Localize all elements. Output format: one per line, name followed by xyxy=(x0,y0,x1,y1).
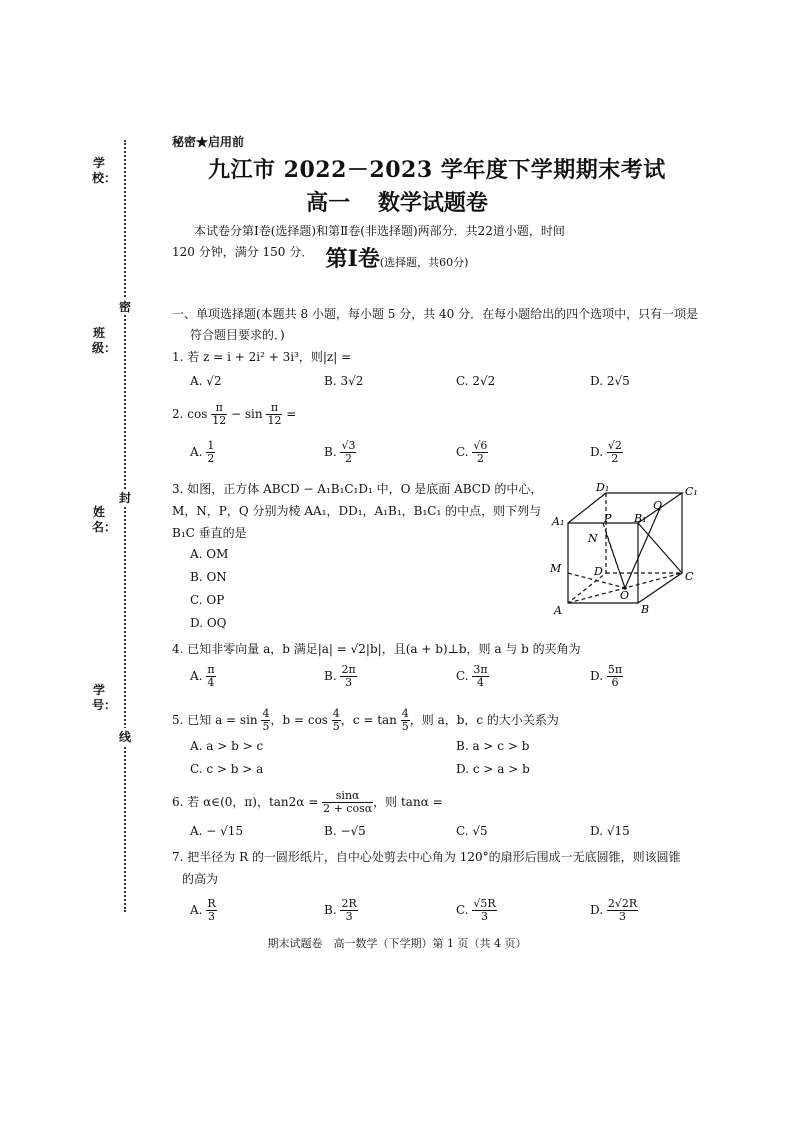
q4-b-num: 2π xyxy=(341,663,356,676)
q7-b-den: 3 xyxy=(345,910,353,923)
q2-d-frac xyxy=(607,440,623,465)
label-B1: B₁ xyxy=(634,512,647,525)
label-N: N xyxy=(588,532,598,545)
q6-frac-num: sinα xyxy=(322,790,373,803)
question-3-line-1: 3. 如图，正方体 ABCD − A₁B₁C₁D₁ 中，O 是底面 ABCD 的中心， xyxy=(172,482,543,496)
seal-char-feng: 封 xyxy=(118,491,131,505)
q5-option-a: A. a > b > c xyxy=(190,739,264,753)
q3-option-d: D. OQ xyxy=(190,616,227,630)
q4-a-frac xyxy=(206,664,215,689)
question-7-line-2: 的高为 xyxy=(182,872,219,886)
exam-title: 九江市 2022－2023 学年度下学期期末考试 xyxy=(208,157,666,183)
question-5-stem xyxy=(172,708,559,733)
q2-frac1-den: 12 xyxy=(212,414,227,427)
q2-option-a xyxy=(190,440,215,465)
q2-frac1-num: π xyxy=(211,402,227,415)
q3-option-b: B. ON xyxy=(190,570,227,584)
q4-d-num: 5π xyxy=(607,663,623,676)
cube-figure xyxy=(540,478,710,618)
q7-a-den: 3 xyxy=(207,910,215,923)
paper-name: 数学试题卷 xyxy=(377,190,488,216)
q7-a-label: A. xyxy=(190,903,203,917)
q6-fraction xyxy=(322,790,373,815)
seal-char-mi: 密 xyxy=(118,300,131,314)
label-B: B xyxy=(641,603,650,616)
class-label: 班级： xyxy=(92,326,117,355)
q2-option-b xyxy=(324,440,356,465)
q5-c-def: ，c = tan xyxy=(340,713,397,727)
q7-d-frac xyxy=(607,898,638,923)
q2-sin-text: − sin xyxy=(231,407,263,421)
grade-label: 高一 xyxy=(306,190,351,216)
confidential-mark: 秘密★启用前 xyxy=(172,135,245,149)
q5-frac-c xyxy=(401,708,410,733)
label-C: C xyxy=(685,570,694,583)
section-one-line-2: 符合题目要求的．) xyxy=(190,328,285,342)
q3-option-a: A. OM xyxy=(190,547,229,561)
question-6-stem xyxy=(172,790,443,815)
q4-d-frac xyxy=(607,664,623,689)
q4-c-num: 3π xyxy=(473,663,488,676)
label-A: A xyxy=(554,604,562,617)
section-one-line-1: 一、单项选择题(本题共 8 小题，每小题 5 分，共 40 分．在每小题给出的四个选项中，只有一项是 xyxy=(172,307,699,321)
q6-question-text: ，则 tanα = xyxy=(373,795,443,809)
q5-frac-a-den: 5 xyxy=(262,720,270,733)
q4-d-den: 6 xyxy=(611,676,619,689)
student-number-label: 学号： xyxy=(92,683,117,712)
q5-frac-b xyxy=(332,708,341,733)
q2-c-num: √6 xyxy=(473,439,488,452)
school-label: 学校： xyxy=(92,156,117,185)
q6-condition: 6. 若 α∈(0，π)，tan2α = xyxy=(172,795,319,809)
q2-b-den: 2 xyxy=(344,452,352,465)
q5-frac-b-den: 5 xyxy=(332,720,340,733)
q4-c-frac xyxy=(472,664,488,689)
q7-c-frac xyxy=(472,898,496,923)
label-M: M xyxy=(550,562,562,575)
segment-B1C xyxy=(638,523,682,573)
q6-option-b: B. −√5 xyxy=(324,824,366,838)
q2-a-den: 2 xyxy=(207,452,215,465)
q7-c-num: √5R xyxy=(473,897,496,910)
q2-cos-text: 2. cos xyxy=(172,407,208,421)
q7-d-den: 3 xyxy=(618,910,626,923)
question-2-stem xyxy=(172,402,296,427)
q7-b-frac xyxy=(340,898,357,923)
question-3-line-3: B₁C 垂直的是 xyxy=(172,526,247,540)
part-one-note: (选择题，共60分) xyxy=(379,256,469,269)
q6-frac-den: 2 + cosα xyxy=(323,802,373,815)
q7-option-c xyxy=(456,898,497,923)
q4-c-label: C. xyxy=(456,669,469,683)
q4-option-d xyxy=(590,664,623,689)
q2-c-den: 2 xyxy=(476,452,484,465)
q2-a-label: A. xyxy=(190,445,203,459)
q1-option-b: B. 3√2 xyxy=(324,374,364,388)
q2-fraction-2 xyxy=(266,402,282,427)
part-one-title: 第Ⅰ卷 xyxy=(325,246,380,272)
q7-b-num: 2R xyxy=(341,897,357,910)
q2-d-den: 2 xyxy=(611,452,619,465)
q1-option-a: A. √2 xyxy=(190,374,222,388)
q2-b-frac xyxy=(340,440,356,465)
cube-top-face xyxy=(568,493,682,523)
q7-c-den: 3 xyxy=(481,910,489,923)
q2-frac2-den: 12 xyxy=(267,414,282,427)
q4-b-label: B. xyxy=(324,669,337,683)
q7-option-d xyxy=(590,898,638,923)
q4-option-c xyxy=(456,664,489,689)
q2-b-num: √3 xyxy=(341,439,356,452)
q2-c-label: C. xyxy=(456,445,469,459)
q2-c-frac xyxy=(472,440,488,465)
q4-a-den: 4 xyxy=(207,676,215,689)
q7-b-label: B. xyxy=(324,903,337,917)
cube-hidden-edges-1 xyxy=(568,493,606,603)
q2-equals: = xyxy=(286,407,297,421)
q5-option-d: D. c > a > b xyxy=(456,762,530,776)
q6-option-c: C. √5 xyxy=(456,824,488,838)
q4-b-frac xyxy=(340,664,356,689)
q5-frac-c-den: 5 xyxy=(401,720,409,733)
question-4-stem: 4. 已知非零向量 a，b 满足|a| = √2|b|，且(a + b)⊥b，则 a 与 b 的夹角为 xyxy=(172,642,581,656)
q2-a-frac xyxy=(206,440,215,465)
seal-char-xian: 线 xyxy=(118,730,131,744)
q2-option-d xyxy=(590,440,623,465)
q2-b-label: B. xyxy=(324,445,337,459)
q4-option-a xyxy=(190,664,216,689)
q5-a-def: 5. 已知 a = sin xyxy=(172,713,258,727)
q4-c-den: 4 xyxy=(477,676,485,689)
label-Q: Q xyxy=(653,499,663,512)
q7-a-frac xyxy=(206,898,216,923)
page-footer: 期末试题卷 高一数学（下学期）第 1 页（共 4 页） xyxy=(267,937,527,950)
q5-option-b: B. a > c > b xyxy=(456,739,530,753)
question-1-stem: 1. 若 z = i + 2i² + 3i³，则|z| = xyxy=(172,350,352,364)
paper-subtitle xyxy=(0,186,794,217)
intro-line-2: 120 分钟，满分 150 分． xyxy=(172,245,314,259)
q5-frac-a-num: 4 xyxy=(262,707,270,720)
label-O: O xyxy=(620,589,630,602)
q7-option-a xyxy=(190,898,217,923)
question-7-line-1: 7. 把半径为 R 的一圆形纸片，自中心处剪去中心角为 120°的扇形后围成一无底圆锥，则该圆锥 xyxy=(172,850,681,864)
q1-option-c: C. 2√2 xyxy=(456,374,496,388)
q6-option-a: A. − √15 xyxy=(190,824,244,838)
q5-question-text: ，则 a，b，c 的大小关系为 xyxy=(409,713,559,727)
label-D: D xyxy=(594,565,603,578)
q7-d-num: 2√2R xyxy=(607,897,638,910)
q2-option-c xyxy=(456,440,488,465)
q5-option-c: C. c > b > a xyxy=(190,762,264,776)
q2-d-num: √2 xyxy=(607,439,622,452)
intro-line-1: 本试卷分第Ⅰ卷(选择题)和第Ⅱ卷(非选择题)两部分．共22道小题，时间 xyxy=(194,224,565,238)
q7-c-label: C. xyxy=(456,903,469,917)
name-label: 姓名： xyxy=(92,505,117,534)
q6-option-d: D. √15 xyxy=(590,824,630,838)
label-P: P xyxy=(604,512,612,525)
q7-a-num: R xyxy=(207,897,216,910)
q4-a-num: π xyxy=(207,663,215,676)
label-A1: A₁ xyxy=(552,515,565,528)
q4-d-label: D. xyxy=(590,669,604,683)
part-one-heading xyxy=(0,242,794,273)
label-C1: C₁ xyxy=(685,485,698,498)
q4-a-label: A. xyxy=(190,669,203,683)
q4-b-den: 3 xyxy=(345,676,353,689)
question-3-line-2: M，N，P，Q 分别为棱 AA₁，DD₁，A₁B₁，B₁C₁ 的中点，则下列与 xyxy=(172,504,542,518)
q2-fraction-1 xyxy=(211,402,227,427)
q5-frac-c-num: 4 xyxy=(401,707,409,720)
q2-d-label: D. xyxy=(590,445,604,459)
label-D1: D₁ xyxy=(596,481,610,494)
q2-frac2-num: π xyxy=(266,402,282,415)
q1-option-d: D. 2√5 xyxy=(590,374,630,388)
q7-d-label: D. xyxy=(590,903,604,917)
q4-option-b xyxy=(324,664,357,689)
q3-option-c: C. OP xyxy=(190,593,225,607)
q5-frac-b-num: 4 xyxy=(332,707,340,720)
q2-a-num: 1 xyxy=(207,439,215,452)
q5-b-def: ，b = cos xyxy=(270,713,328,727)
q7-option-b xyxy=(324,898,358,923)
